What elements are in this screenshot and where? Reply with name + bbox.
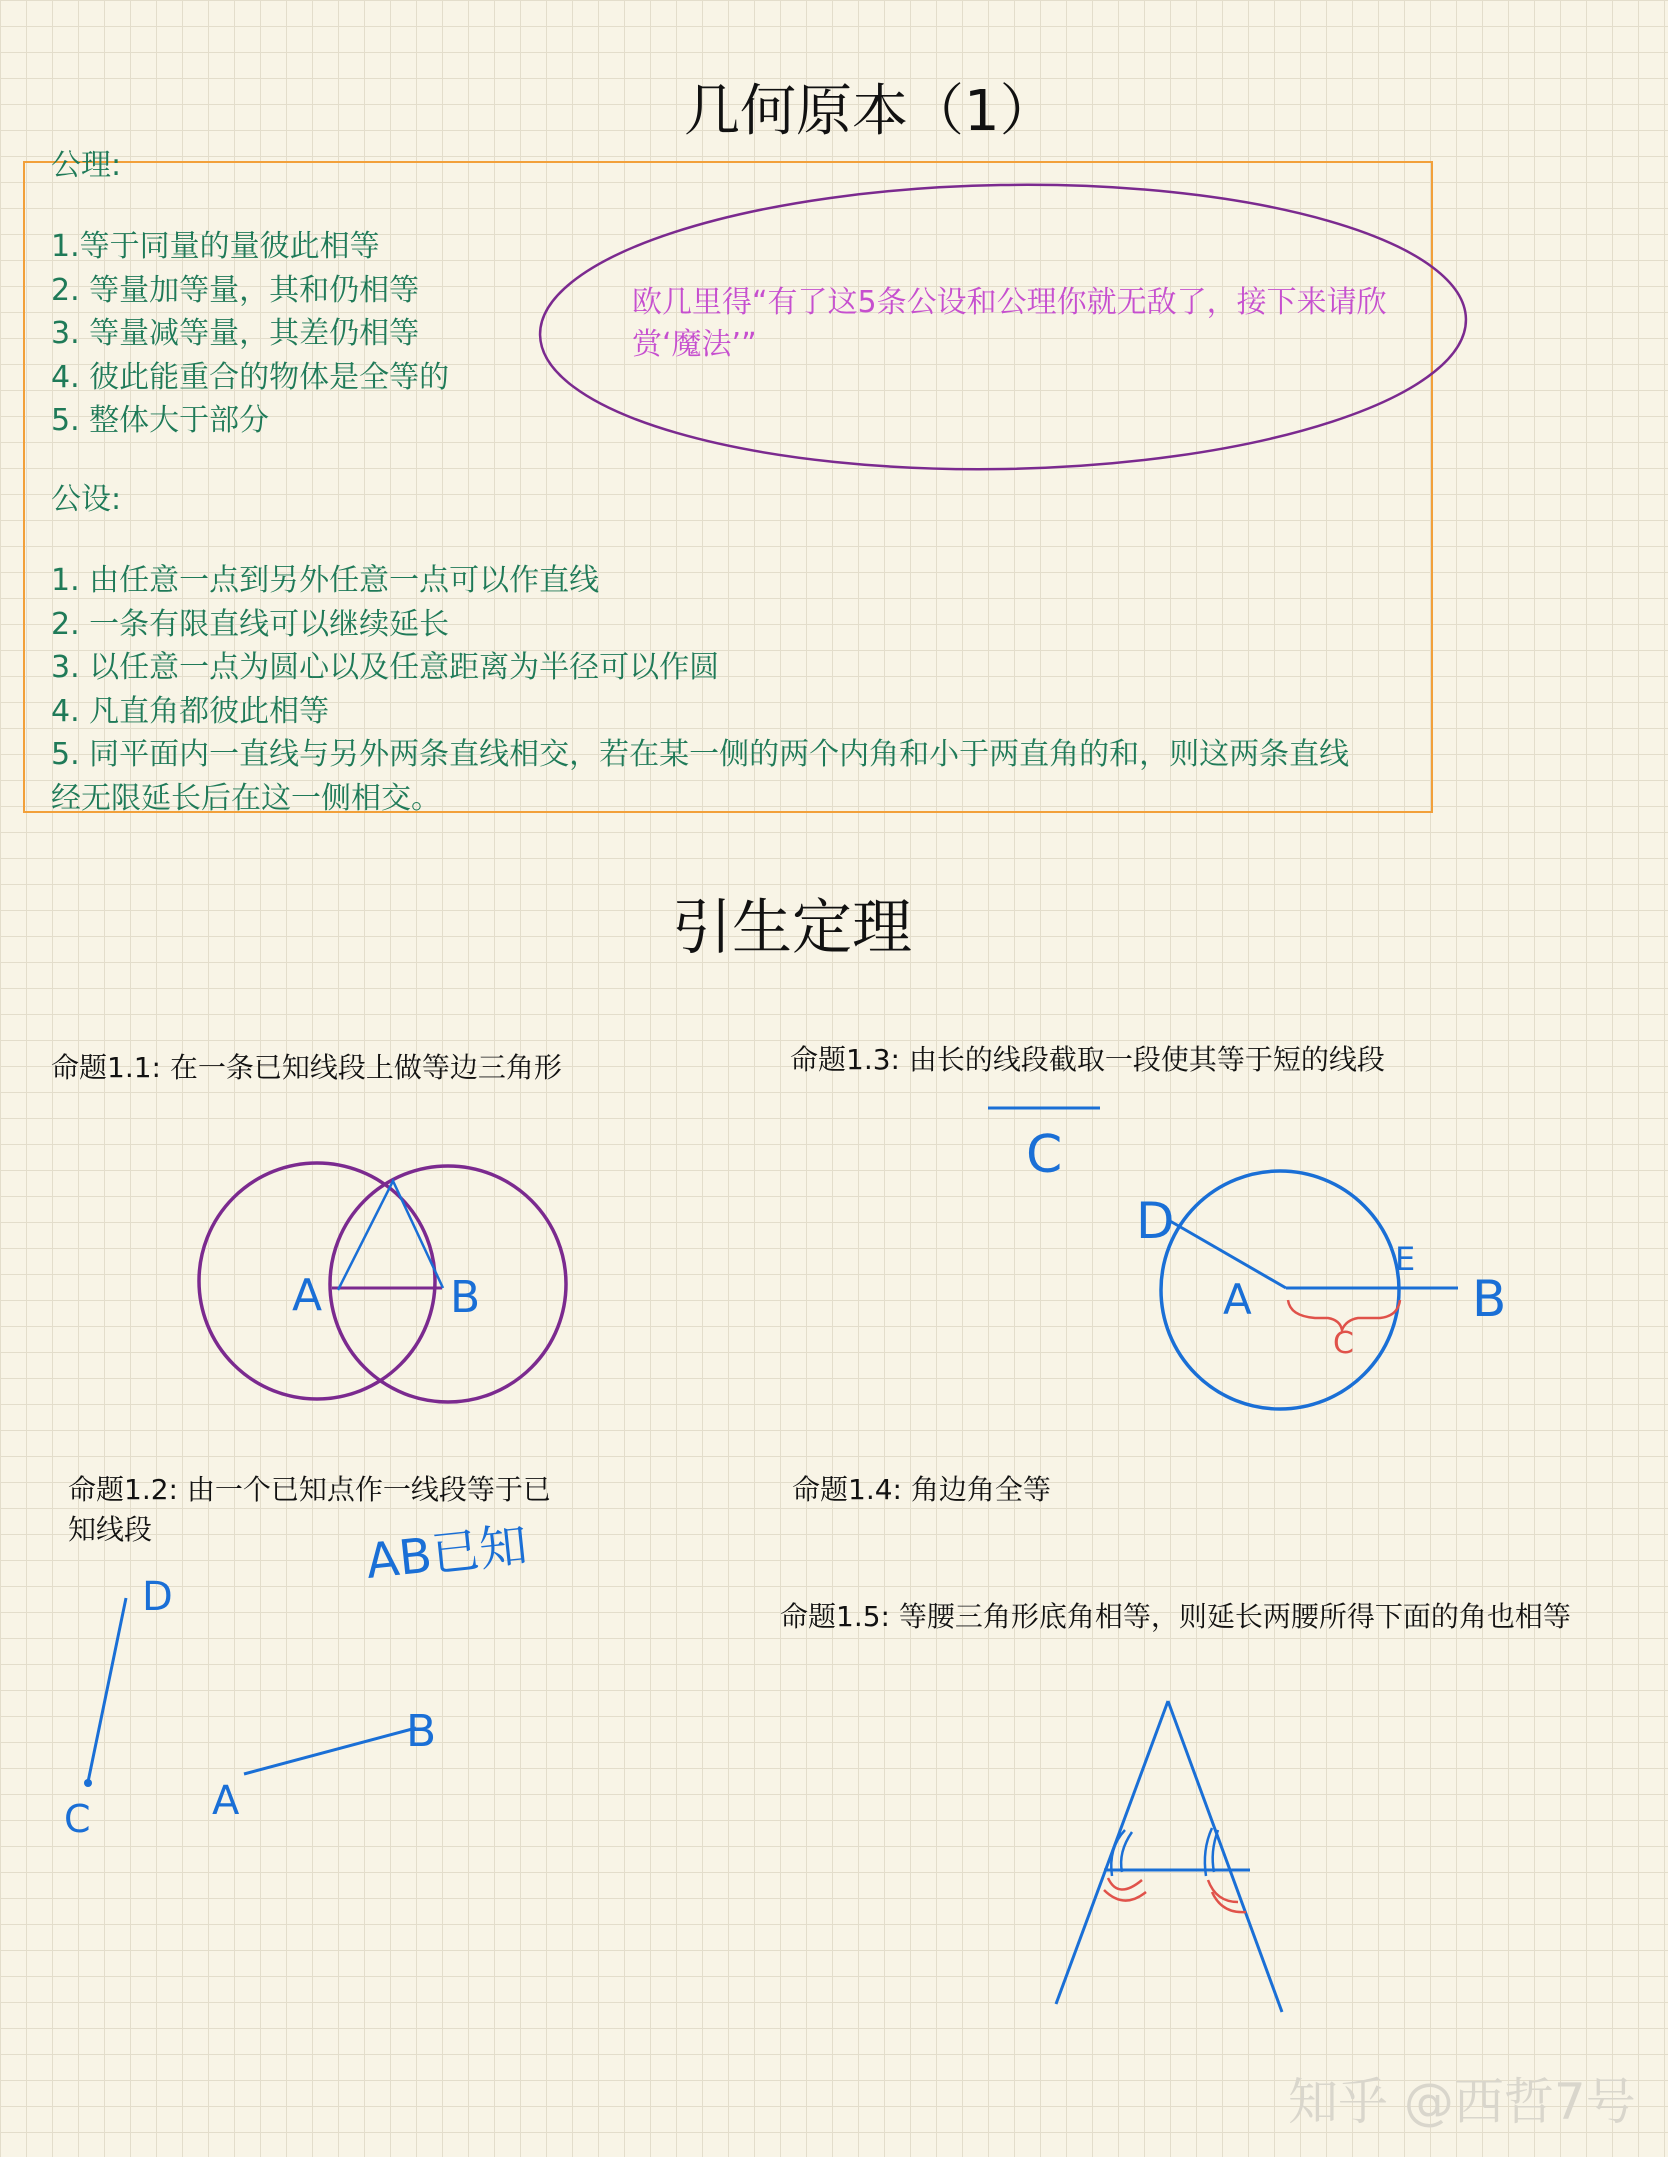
postulate-item: 4. 凡直角都彼此相等 — [51, 693, 330, 729]
proposition-1-4-label: 命题1.4: 角边角全等 — [792, 1473, 1051, 1506]
postulate-item: 3. 以任意一点为圆心以及任意距离为半径可以作圆 — [51, 650, 720, 685]
angle-mark-left-upper-2 — [1121, 1832, 1132, 1872]
axioms-heading: 公理: — [51, 148, 122, 183]
note-text: 欧几里得“有了这5条公设和公理你就无敌了，接下来请欣赏‘魔法’” — [632, 285, 1387, 362]
point-label-b: B — [1472, 1270, 1507, 1328]
proposition-1-3-label: 命题1.3: 由长的线段截取一段使其等于短的线段 — [790, 1043, 1385, 1076]
point-label-e: E — [1395, 1240, 1416, 1278]
point-label-a: A — [1223, 1275, 1252, 1324]
axiom-item: 5. 整体大于部分 — [51, 403, 270, 438]
proposition-1-5-label: 命题1.5: 等腰三角形底角相等，则延长两腰所得下面的角也相等 — [780, 1600, 1571, 1633]
proposition-1-1-label: 命题1.1: 在一条已知线段上做等边三角形 — [51, 1051, 562, 1084]
angle-mark-left-lower — [1108, 1878, 1142, 1890]
axiom-item: 3. 等量减等量，其差仍相等 — [51, 316, 420, 351]
angle-mark-right-upper-2 — [1213, 1830, 1218, 1872]
postulates-heading: 公设: — [51, 482, 122, 517]
proposition-1-2-label-line2: 知线段 — [68, 1513, 153, 1546]
brace-label-c: C — [1333, 1326, 1354, 1361]
postulate-item: 5. 同平面内一直线与另外两条直线相交，若在某一侧的两个内角和小于两直角的和，则这两条直线 — [51, 737, 1350, 772]
point-label-d: D — [142, 1574, 173, 1620]
leg-right-extended — [1168, 1701, 1282, 2012]
postulate-item: 2. 一条有限直线可以继续延长 — [51, 606, 450, 642]
point-label-c: C — [64, 1797, 91, 1841]
section-title: 引生定理 — [672, 893, 912, 963]
point-label-a: A — [292, 1270, 323, 1321]
watermark: 知乎 @西哲7号 — [1288, 2073, 1636, 2131]
point-label-b: B — [450, 1272, 481, 1323]
axiom-item: 2. 等量加等量，其和仍相等 — [51, 272, 420, 308]
axiom-item: 1.等于同量的量彼此相等 — [51, 229, 380, 264]
point-label-d: D — [1136, 1192, 1175, 1250]
point-label-a: A — [212, 1778, 240, 1824]
angle-mark-left-lower-2 — [1104, 1890, 1146, 1901]
postulate-item: 1. 由任意一点到另外任意一点可以作直线 — [51, 563, 600, 598]
proposition-1-2-label-line1: 命题1.2: 由一个已知点作一线段等于已 — [68, 1473, 551, 1506]
axiom-item: 4. 彼此能重合的物体是全等的 — [51, 359, 450, 395]
page-title: 几何原本（1） — [684, 79, 1056, 144]
segment-label-c: C — [1026, 1125, 1063, 1185]
annotation-ab-known: AB已知 — [363, 1517, 531, 1590]
point-label-b: B — [406, 1706, 437, 1757]
postulate-item: 经无限延长后在这一侧相交。 — [51, 780, 441, 816]
